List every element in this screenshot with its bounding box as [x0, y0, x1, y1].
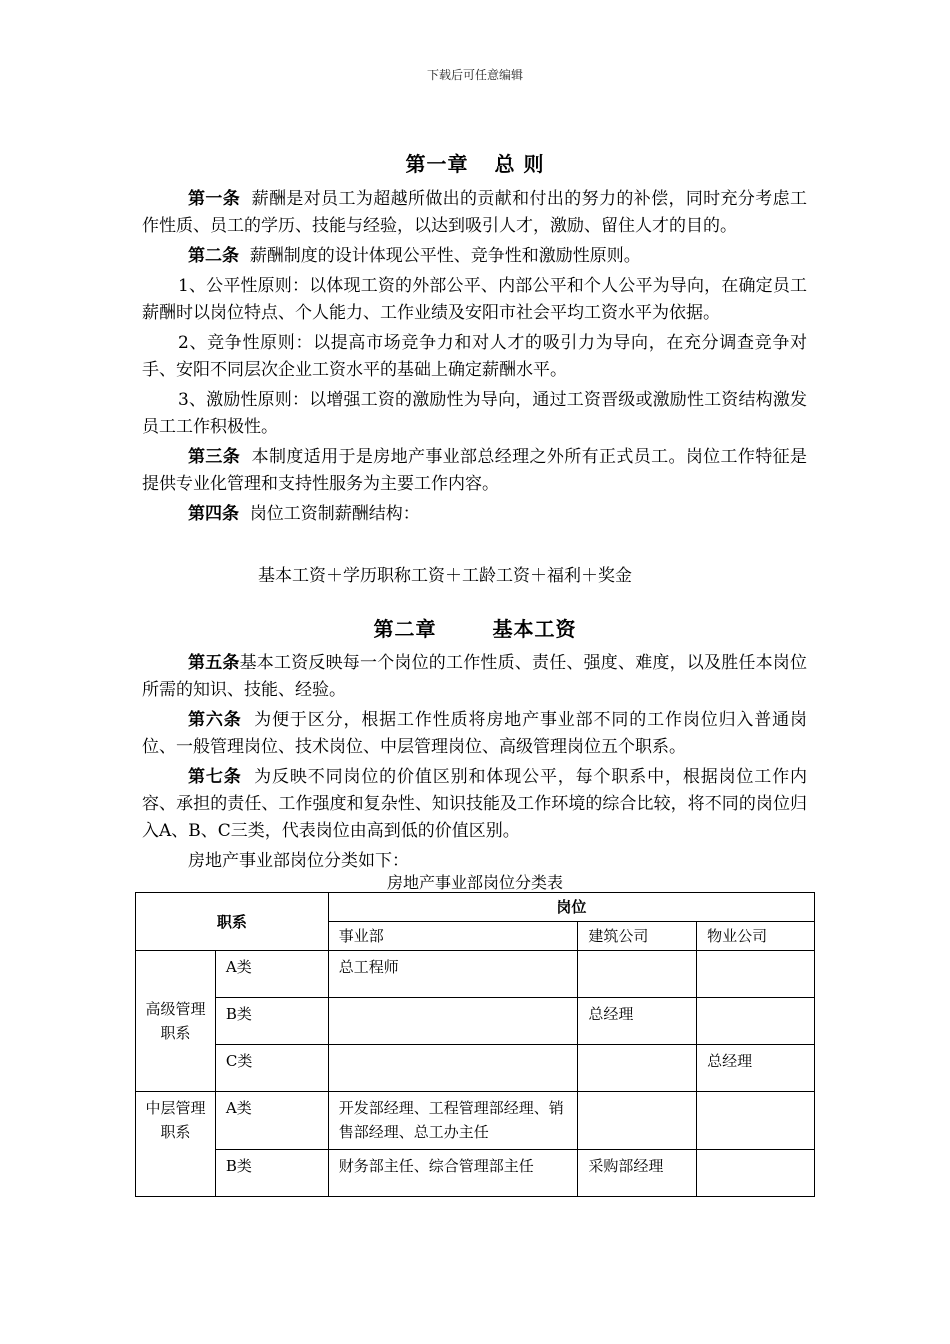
table-cell — [328, 998, 578, 1045]
table-cell: 总经理 — [697, 1045, 815, 1092]
table-cell — [578, 951, 697, 998]
page-header-note: 下载后可任意编辑 — [426, 68, 523, 82]
table-row — [136, 1150, 815, 1197]
table-cell — [697, 1150, 815, 1197]
table-cell — [328, 1045, 578, 1092]
table-row — [136, 998, 815, 1045]
principle-competitiveness: 2、竞争性原则：以提高市场竞争力和对人才的吸引力为导向，在充分调查竞争对手、安阳不同层次企业工资水平的基础上确定薪酬水平。 — [142, 333, 807, 380]
article-6: 第六条 为便于区分，根据工作性质将房地产事业部不同的工作岗位归入普通岗位、一般管理岗位、技术岗位、中层管理岗位、高级管理岗位五个职系。 — [142, 710, 808, 757]
article-6-label: 第六条 — [188, 710, 242, 730]
chapter-2-body — [142, 650, 807, 878]
principle-fairness: 1、公平性原则：以体现工资的外部公平、内部公平和个人公平为导向，在确定员工薪酬时以岗位特点、个人能力、工作业绩及安阳市社会平均工资水平为依据。 — [142, 276, 807, 323]
article-7-label: 第七条 — [188, 767, 242, 787]
table-row — [136, 1092, 815, 1150]
article-1-label: 第一条 — [188, 189, 241, 209]
class-cell: B类 — [215, 1150, 328, 1197]
article-2: 第二条 薪酬制度的设计体现公平性、竞争性和激励性原则。 — [188, 246, 641, 266]
salary-formula: 基本工资＋学历职称工资＋工龄工资＋福利＋奖金 — [258, 566, 632, 586]
article-5: 第五条基本工资反映每一个岗位的工作性质、责任、强度、难度，以及胜任本岗位所需的知识、技能、经验。 — [142, 653, 808, 700]
chapter-1-body — [142, 186, 807, 531]
table-cell — [697, 998, 815, 1045]
table-header-row — [136, 893, 815, 922]
table-caption: 房地产事业部岗位分类表 — [386, 873, 563, 892]
class-cell: A类 — [215, 951, 328, 998]
header-position: 岗位 — [328, 893, 814, 922]
class-cell: A类 — [215, 1092, 328, 1150]
header-job-series: 职系 — [136, 893, 329, 951]
article-5-label: 第五条 — [188, 653, 240, 673]
chapter-1-title: 总 则 — [494, 152, 545, 176]
principle-incentive: 3、激励性原则：以增强工资的激励性为导向，通过工资晋级或激励性工资结构激发员工工作积极性。 — [142, 390, 807, 437]
article-7: 第七条 为反映不同岗位的价值区别和体现公平，每个职系中，根据岗位工作内容、承担的责任、工作强度和复杂性、知识技能及工作环境的综合比较，将不同的岗位归入A、B、C三类，代表岗位由高到低的价值区别。 — [142, 767, 808, 841]
article-4-label: 第四条 — [188, 504, 239, 524]
article-3: 第三条 本制度适用于是房地产事业部总经理之外所有正式员工。岗位工作特征是提供专业化管理和支持性服务为主要工作内容。 — [142, 447, 808, 494]
chapter-1-heading — [0, 148, 950, 177]
chapter-2-title: 基本工资 — [492, 617, 577, 641]
article-2-label: 第二条 — [188, 246, 239, 266]
group-middle-management: 中层管理职系 — [136, 1092, 216, 1197]
class-cell: C类 — [215, 1045, 328, 1092]
table-cell: 财务部主任、综合管理部主任 — [328, 1150, 578, 1197]
article-1: 第一条 薪酬是对员工为超越所做出的贡献和付出的努力的补偿，同时充分考虑工作性质、员工的学历、技能与经验，以达到吸引人才，激励、留住人才的目的。 — [142, 189, 808, 236]
chapter-2-heading — [0, 613, 950, 642]
position-classification-table — [135, 892, 815, 1197]
table-cell: 采购部经理 — [578, 1150, 697, 1197]
header-property-company: 物业公司 — [697, 922, 815, 951]
table-cell — [697, 951, 815, 998]
table-cell: 总经理 — [578, 998, 697, 1045]
table-cell — [578, 1092, 697, 1150]
table-row — [136, 1045, 815, 1092]
chapter-2-prefix: 第二章 — [373, 617, 437, 641]
chapter-1-prefix: 第一章 — [405, 152, 469, 176]
table-cell: 总工程师 — [328, 951, 578, 998]
table-cell — [578, 1045, 697, 1092]
header-construction-company: 建筑公司 — [578, 922, 697, 951]
table-row — [136, 951, 815, 998]
class-cell: B类 — [215, 998, 328, 1045]
table-cell: 开发部经理、工程管理部经理、销售部经理、总工办主任 — [328, 1092, 578, 1150]
article-3-label: 第三条 — [188, 447, 241, 467]
article-4: 第四条 岗位工资制薪酬结构： — [188, 504, 420, 524]
table-cell — [697, 1092, 815, 1150]
header-business-unit: 事业部 — [328, 922, 578, 951]
group-senior-management: 高级管理职系 — [136, 951, 216, 1092]
classification-intro: 房地产事业部岗位分类如下： — [188, 851, 409, 871]
